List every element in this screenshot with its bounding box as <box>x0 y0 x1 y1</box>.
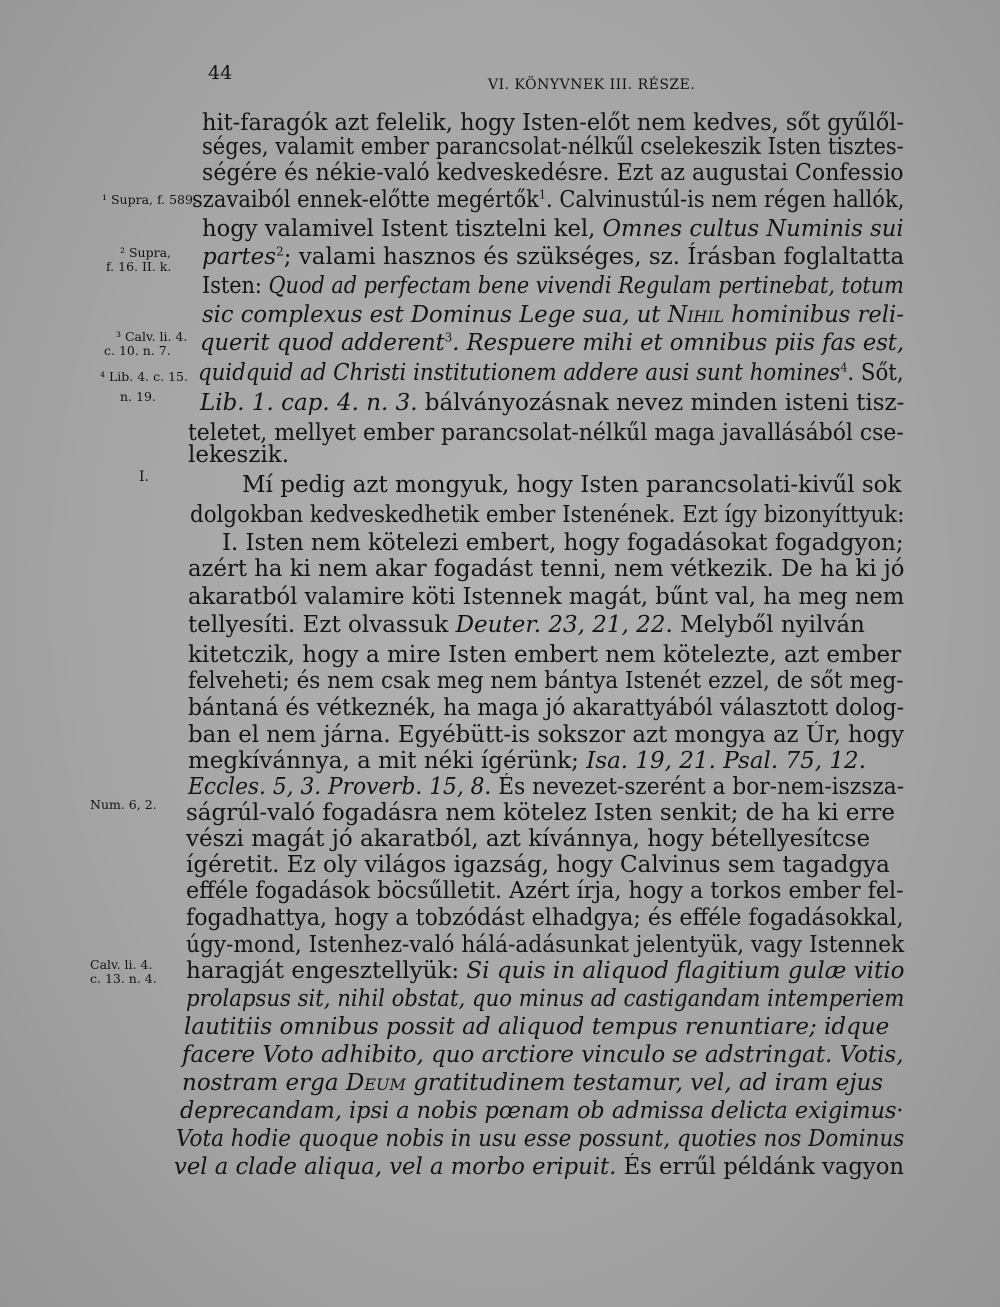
text-line: hogy valamivel Istent tisztelni kel, Omnes cultus Numinis sui <box>202 216 904 242</box>
margin-note-num: Num. 6, 2. <box>90 797 157 812</box>
text-line: ígéretit. Ez oly világos igazság, hogy Calvinus sem tagadgya <box>186 852 890 878</box>
text-line: I. Isten nem kötelezi embert, hogy fogadásokat fogadgyon; <box>222 530 904 556</box>
text-line: deprecandam, ipsi a nobis pœnam ob admissa delicta exigimus· <box>180 1098 904 1124</box>
text-line: vészi magát jó akaratból, azt kívánnya, hogy bétellyesítcse <box>186 826 871 852</box>
text-line: úgy-mond, Istenhez-való hálá-adásunkat jelentyük, vagy Istennek <box>186 932 905 958</box>
text-line: tellyesíti. Ezt olvassuk Deuter. 23, 21, 22. Melyből nyilván <box>188 612 865 638</box>
text-line: ségére és nékie-való kedveskedésre. Ezt az augustai Confessio <box>202 160 904 186</box>
text-line: prolapsus sit, nihil obstat, quo minus ad castigandam intemperiem <box>186 986 905 1012</box>
running-head: VI. KÖNYVNEK III. RÉSZE. <box>488 77 696 93</box>
margin-note-supra-a: ² Supra, <box>120 245 172 260</box>
text-line: haragját engesztellyük: Si quis in aliquod flagitium gulæ vitio <box>186 958 905 984</box>
text-line: sic complexus est Dominus Lege sua, ut Nihil hominibus reli- <box>202 302 904 328</box>
text-line: megkívánnya, a mit néki ígérünk; Isa. 19, 21. Psal. 75, 12. <box>188 748 867 774</box>
text-line: Vota hodie quoque nobis in usu esse possunt, quoties nos Dominus <box>176 1126 905 1152</box>
text-line: ban el nem járna. Egyébütt-is sokszor azt mongya az Úr, hogy <box>188 722 905 748</box>
text-line: teletet, mellyet ember parancsolat-nélkűl maga javallásából cse- <box>188 420 904 446</box>
margin-note-supra-b: f. 16. II. k. <box>106 259 172 274</box>
text-line: szavaiból ennek-előtte megértők$^1$. Calvinustúl-is nem régen hallók, <box>192 187 905 213</box>
text-line: facere Voto adhibito, quo arctiore vinculo se adstringat. Votis, <box>182 1042 904 1068</box>
text-line: quidquid ad Christi institutionem addere ausi sunt homines$^4$. Sőt, <box>198 360 904 386</box>
margin-note-calv2-a: Calv. li. 4. <box>90 957 153 972</box>
text-line: ságrúl-való fogadásra nem kötelez Isten senkit; de ha ki erre <box>186 800 896 826</box>
text-line: lautitiis omnibus possit ad aliquod tempus renuntiare; idque <box>184 1014 890 1040</box>
text-line: lekeszik. <box>188 442 290 468</box>
text-line: felveheti; és nem csak meg nem bántya Istenét ezzel, de sőt meg- <box>188 668 904 694</box>
text-line: dolgokban kedveskedhetik ember Istenének. Ezt így bizonyíttyuk: <box>190 502 905 528</box>
text-line: azért ha ki nem akar fogadást tenni, nem vétkezik. De ha ki jó <box>188 556 905 582</box>
text-line: vel a clade aliqua, vel a morbo eripuit. És errűl példánk vagyon <box>174 1154 905 1180</box>
margin-note-calv2-b: c. 13. n. 4. <box>90 971 157 986</box>
text-line: Lib. 1. cap. 4. n. 3. bálványozásnak nevez minden isteni tisz- <box>200 390 905 416</box>
text-line: Eccles. 5, 3. Proverb. 15, 8. És nevezet-szerént a bor-nem-iszsza- <box>188 774 905 800</box>
page-number: 44 <box>208 62 233 84</box>
text-line: nostram erga Deum gratitudinem testamur, vel, ad iram ejus <box>182 1070 884 1096</box>
text-line: Mí pedig azt mongyuk, hogy Isten parancsolati-kivűl sok <box>242 472 902 498</box>
text-line: efféle fogadások böcsűlletit. Azért írja, hogy a torkos ember fel- <box>186 878 904 904</box>
text-line: bántaná és vétkeznék, ha maga jó akarattyából választott dolog- <box>188 695 905 721</box>
text-line: fogadhattya, hogy a tobzódást elhadgya; és efféle fogadásokkal, <box>186 905 904 931</box>
text-line: Isten: Quod ad perfectam bene vivendi Regulam pertinebat, totum <box>202 273 904 299</box>
margin-note-calv-a: ³ Calv. li. 4. <box>116 329 188 344</box>
text-line: hit-faragók azt felelik, hogy Isten-előt nem kedves, sőt gyűlől- <box>202 110 904 136</box>
margin-note-roman-one: I. <box>139 469 149 485</box>
margin-note-lib-a: ⁴ Lib. 4. c. 15. <box>100 369 188 384</box>
margin-note-calv-b: c. 10. n. 7. <box>104 343 171 358</box>
text-line: kitetczik, hogy a mire Isten embert nem kötelezte, azt ember <box>188 642 902 668</box>
text-line: partes$^2$; valami hasznos és szükséges, sz. Írásban foglaltatta <box>202 244 905 270</box>
margin-note-supra-589: ¹ Supra, f. 589. <box>102 192 197 207</box>
text-line: akaratból valamire köti Istennek magát, bűnt val, ha meg nem <box>188 584 905 610</box>
text-line: querit quod adderent$^3$. Respuere mihi et omnibus piis fas est, <box>200 330 905 356</box>
margin-note-lib-b: n. 19. <box>120 389 156 404</box>
text-line: séges, valamit ember parancsolat-nélkűl cselekeszik Isten tisztes- <box>202 134 904 160</box>
